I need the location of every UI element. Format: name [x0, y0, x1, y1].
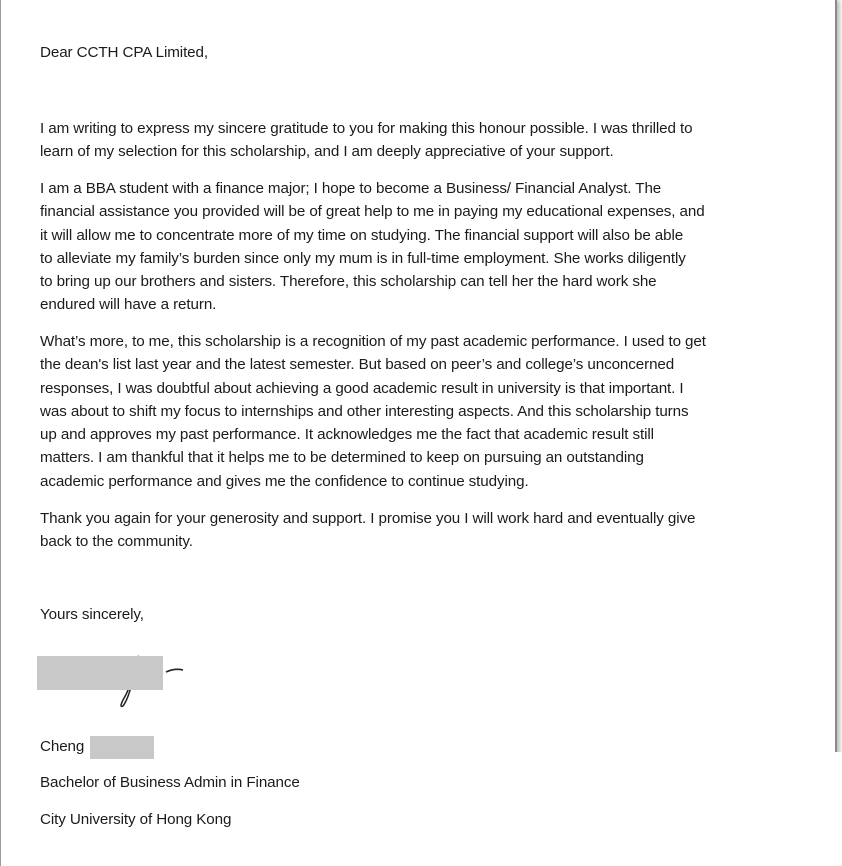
signature-redaction [37, 656, 163, 690]
paragraph-background: I am a BBA student with a finance major; I hope to become a Business/ Financial Analyst. The financial assistance you provided will be of great help to me in paying my educational expenses, and it will allow me to concentrate more of my time on studying. The financial support will also be able to alleviate my family’s burden since only my mum is in full-time employment. She works diligently to bring up our brothers and sisters. Therefore, this scholarship can tell her the hard work she endured will have a return. [40, 180, 705, 314]
page-edge-mask [834, 752, 842, 866]
signer-program: Bachelor of Business Admin in Finance [40, 774, 300, 791]
salutation: Dear CCTH CPA Limited, [40, 44, 208, 61]
paragraph-recognition: What’s more, to me, this scholarship is a recognition of my past academic performance. I used to get the dean's list last year and the latest semester. But based on peer’s and college’s unconcerned responses, I was doubtful about achieving a good academic result in university is that important. I was about to shift my focus to internships and other interesting aspects. And this scholarship turns up and approves my past performance. It acknowledges me the fact that academic result still matters. I am thankful that it helps me to be determined to keep on pursuing an outstanding academic performance and gives me the confidence to continue studying. [40, 333, 706, 490]
surname-redaction [90, 736, 154, 759]
paragraph-gratitude: I am writing to express my sincere gratitude to you for making this honour possible. I was thrilled to learn of my selection for this scholarship, and I am deeply appreciative of your support. [40, 120, 693, 161]
closing: Yours sincerely, [40, 606, 144, 623]
paragraph-thanks: Thank you again for your generosity and support. I promise you I will work hard and eventually give back to the community. [40, 510, 696, 551]
signer-university: City University of Hong Kong [40, 811, 232, 828]
signer-name: Cheng [40, 738, 85, 755]
